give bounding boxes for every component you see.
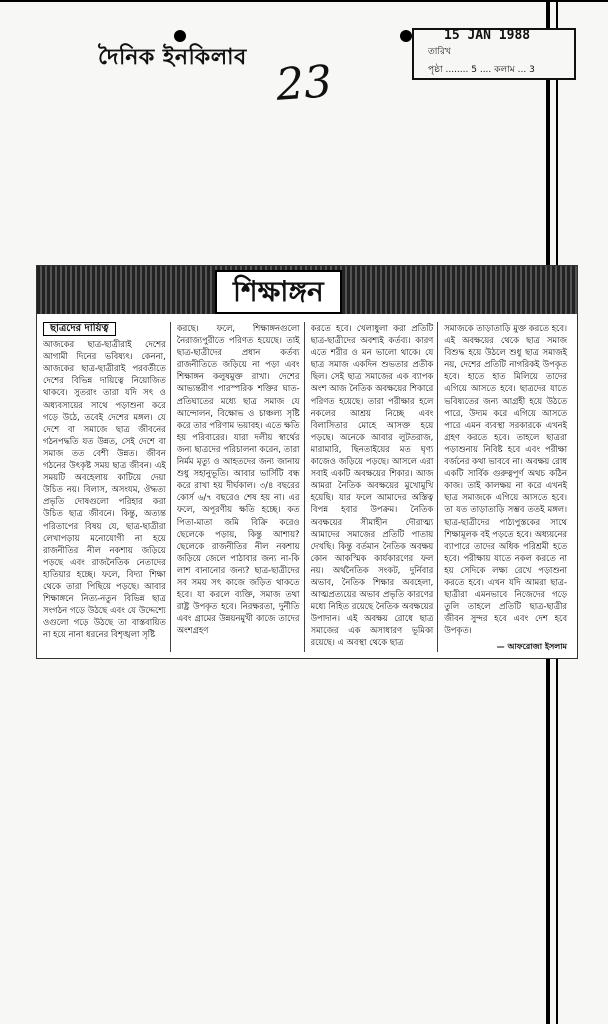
article-column bbox=[43, 322, 171, 652]
article-columns bbox=[43, 322, 571, 652]
stamp-page-value: 5 bbox=[471, 65, 477, 75]
newspaper-name: দৈনিক ইনকিলাব bbox=[98, 45, 247, 70]
stamp-page-label: পৃষ্ঠা bbox=[428, 65, 443, 75]
date-stamp bbox=[412, 28, 576, 80]
article-column-text: সমাজকে তাড়াতাড়ি মুক্ত করতে হবে। এই অবক্ষয়ের থেকে ছাত্র সমাজ বিশুদ্ধ হয়ে উঠলে শুধু ছাত্র সমাজই নয়, দেশের প্রতিটি নাগরিকই উপকৃত হবে। হাতে হাত মিলিয়ে তাদের এগিয়ে আসতে হবে। ছাত্রদের যাতে ভবিষ্যতের জন্য আগ্রহী হয়ে উঠতে পারে, উদ্যম করে এগিয়ে আসতে পারে এমন ব্যবস্থা সরকারকে এখনই গ্রহণ করতে হবে। তাহলে ছাত্ররা পড়াশুনায় নিবিষ্ট হবে এবং পরীক্ষা বর্জনের কথা ভাববে না। অবক্ষয় রোধ একটি সার্বিক গুরুত্বপূর্ণ অথচ কঠিন কাজ। তাই কালক্ষয় না করে এখনই ছাত্র সমাজকে এগিয়ে আসতে হবে। তা যত তাড়াতাড়ি সম্ভব ততই মঙ্গল। ছাত্র-ছাত্রীদের পাঠ্যপুস্তকের সাথে শিক্ষামূলক বই পড়তে হবে। অধ্যয়নের ব্যাপারে তাদের অধিক পরিশ্রমী হতে হবে। পরীক্ষায় যাতে নকল করতে না হয় সেদিকে লক্ষ্য রেখে পড়াশুনা করতে হবে। এখন যদি আমরা ছাত্র-ছাত্রীরা এমনভাবে নিজেদের গড়ে তুলি তাহলে প্রতিটি ছাত্র-ছাত্রীর জীবন সুন্দর হবে এবং দেশ হবে উপকৃত। bbox=[444, 323, 567, 636]
handwritten-number: 23 bbox=[274, 56, 334, 111]
section-banner bbox=[37, 266, 577, 314]
newspaper-clipping bbox=[36, 265, 578, 659]
scan-edge-top bbox=[0, 0, 608, 2]
article-column-text: করছে। ফলে, শিক্ষাঙ্গনগুলো নৈরাজ্যপুরীতে পরিণত হয়েছে। তাই ছাত্র-ছাত্রীদের প্রধান কর্তব্য রাজনীতিতে জড়িয়ে না পড়া এবং শিক্ষাঙ্গন কলুষমুক্ত রাখা। দেশের আভ্যন্তরীণ পারস্পরিক শক্তির ঘাত-প্রতিঘাতের মধ্যে ছাত্র সমাজ যে আন্দোলন, বিক্ষোভ ও চাঞ্চল্য সৃষ্টি করে তার পরিণাম ভয়াবহ। এতে ক্ষতি হয় পরিবারের। যারা দলীয় স্বার্থের জন্য ছাত্রদের পরিচালনা করেন, তারা নির্মম মৃত্যু ও আহতদের জন্য জানায় শুধু সহানুভূতি। আবার ভার্সিটি বন্ধ করে রাখা হয় দীর্ঘকাল। ৩/৪ বছরের কোর্স ৬/৭ বছরেও শেষ হয় না। এর ফলে, অপূরণীয় ক্ষতি হচ্ছে। কত পিতা-মাতা জমি বিক্রি করেও ছেলেকে পড়ায়, কিন্তু আশায়? ছেলেকে রাজনীতির নীল নকশায় জড়িয়ে জেলে পাঠাবার জন্য না-কি লাশ বানানোর জন্য? ছাত্র-ছাত্রীদের সব সময় সৎ কাজে জড়িত থাকতে হবে। যা করলে ব্যক্তি, সমাজ তথা রাষ্ট্র উপকৃত হবে। নিরক্ষরতা, দুর্নীতি এবং গ্রামের উন্নয়নমুখী কাজে তাদের অংশগ্রহণ bbox=[176, 323, 300, 636]
stamp-column-value: 3 bbox=[529, 65, 535, 75]
stamp-date: 15 JAN 1988 bbox=[444, 28, 531, 43]
stamp-date-row bbox=[428, 44, 451, 59]
stamp-page-row: পৃষ্ঠা ........ 5 .... কলাম ... 3 bbox=[428, 65, 535, 75]
article-column bbox=[444, 322, 571, 652]
stamp-column-label: কলাম bbox=[494, 65, 515, 75]
section-title: শিক্ষাঙ্গন bbox=[215, 270, 342, 314]
punch-hole-right bbox=[400, 30, 412, 42]
stamp-date-label: তারিখ bbox=[428, 47, 451, 57]
article-column bbox=[311, 322, 439, 652]
article-column-text: করতে হবে। খেলাধুলা করা প্রতিটি ছাত্র-ছাত্রীদের অবশ্যই কর্তব্য। কারণ এতে শরীর ও মন ভালো থাকে। যে ছাত্র সমাজ একদিন শুভতার প্রতীক ছিল। সেই ছাত্র সমাজের এক ব্যাপক অংশ আজ নৈতিক অবক্ষয়ের শিকারে পরিণত হয়েছে। তারা পরীক্ষার হলে নকলের আশ্রয় নিচ্ছে এবং বিলাসিতার মোহে আসক্ত হয়ে পড়ছে। অনেকে আবার লুটতরাজ, মারামারি, ছিনতাইয়ের মত ঘৃণ্য কাজেও জড়িয়ে পড়ছে। আসলে এরা সবাই একটি অবক্ষয়ের শিকার। আজ আমরা নৈতিক অবক্ষয়ের মুখোমুখি হয়েছি। যার ফলে আমাদের অস্তিত্ব বিপন্ন হবার উপক্রম। নৈতিক অবক্ষয়ের সীমাহীন দৌরাত্ম্য আমাদের সমাজের প্রতিটি পাতায় দেখছি। কিন্তু বর্তমান নৈতিক অবক্ষয় কোন আকস্মিক কার্যকারণের ফল নয়। অর্থনৈতিক সংকট, দুর্নিবার অভাব, নৈতিক শিক্ষার অবহেলা, আত্মপ্রত্যয়ের অভাব প্রভৃতি কারণের মধ্যে নিহিত রয়েছে নৈতিক অবক্ষয়ের উপাদান। এই অবক্ষয় রোধে ছাত্র সমাজের এক অসাধারণ ভূমিকা রয়েছে। এ অবস্থা থেকে ছাত্র bbox=[310, 323, 434, 648]
article-column bbox=[177, 322, 305, 652]
article-author: — আফরোজা ইসলাম bbox=[496, 642, 567, 651]
article-column-text: আজকের ছাত্র-ছাত্রীরাই দেশের আগামী দিনের ভবিষ্যৎ। কেননা, আজকের ছাত্র-ছাত্রীরাই পরবর্তীতে দেশের বিভিন্ন দায়িত্বে নিয়োজিত থাকবে। সুতরাং তারা যদি সৎ ও অধ্যবসায়ের সাথে পড়াশুনা করে গড়ে উঠে, তবেই দেশের মঙ্গল। যে দেশে বা সমাজে ছাত্র জীবনের গঠনপদ্ধতি যত উন্নত, সেই দেশে বা সমাজ তত বেশী উন্নত। জীবন গঠনের উৎকৃষ্ট সময় ছাত্র জীবন। এই সময়টি অবহেলায় কাটিয়ে দেয়া উচিত নয়। বিলাস, অসংযম, ঔদ্ধত্য প্রভৃতি দোষগুলো পরিহার করা উচিত ছাত্র জীবনে। কিন্তু, অত্যন্ত পরিতাপের বিষয় যে, ছাত্র-ছাত্রীরা লেখাপড়ায় মনোযোগী না হয়ে রাজনীতির নীল নকশায় জড়িয়ে পড়ছে এবং রাজনৈতিক নেতাদের হাতিয়ার হচ্ছে। ফলে, বিদ্যা শিক্ষা থেকে তারা পিছিয়ে পড়ছে। আবার শিক্ষাঙ্গনে নিত্য-নতুন বিভিন্ন ছাত্র সংগঠন গড়ে উঠছে এবং যে উদ্দেশ্যে ওগুলো গড়ে উঠছে তা বাস্তবায়িত না হয়ে নানা ধরনের বিশৃঙ্খলা সৃষ্টি bbox=[43, 339, 166, 640]
article-headline: ছাত্রদের দায়িত্ব bbox=[43, 322, 116, 336]
